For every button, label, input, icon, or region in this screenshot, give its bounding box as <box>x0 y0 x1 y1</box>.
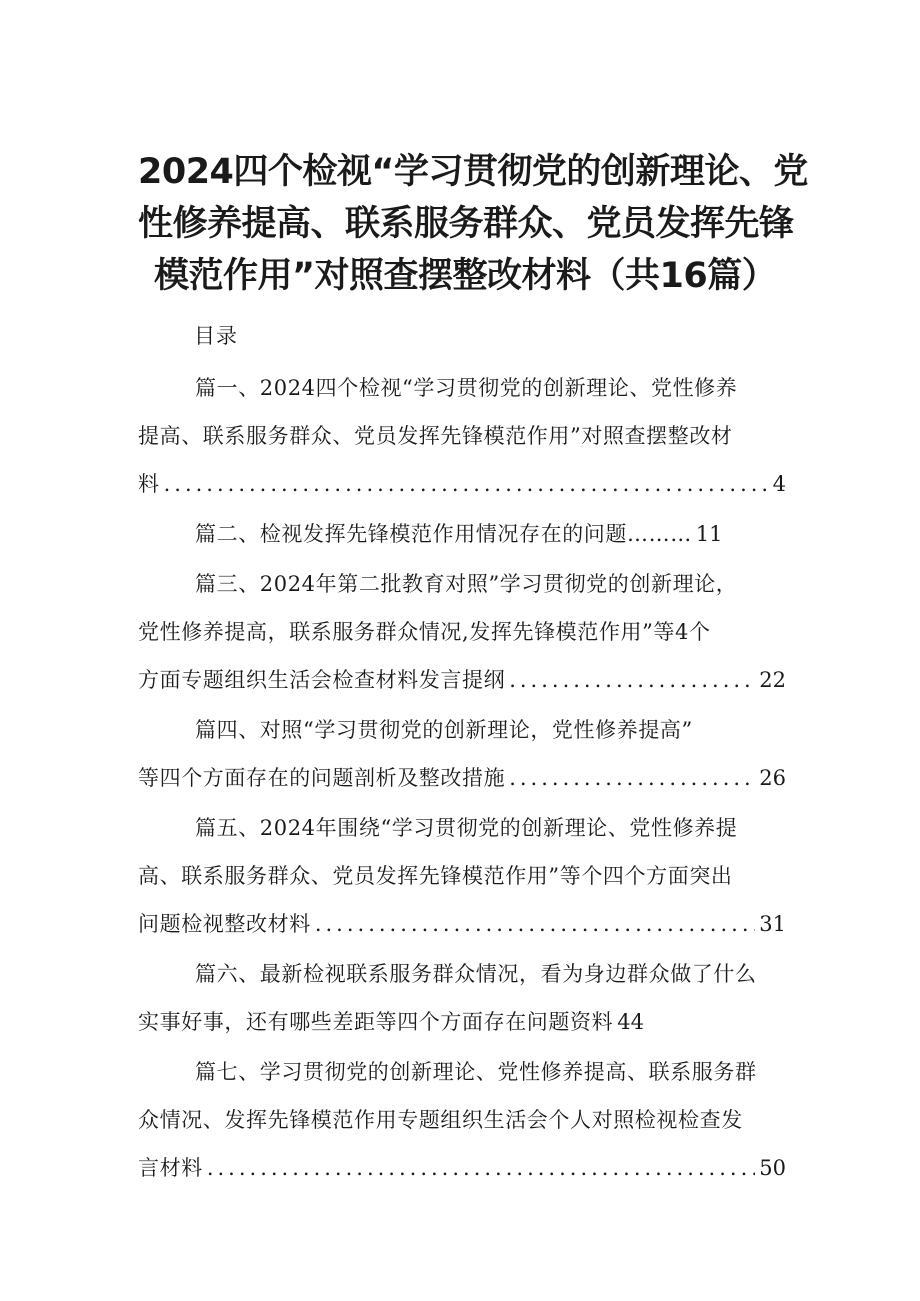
table-of-contents <box>138 364 786 1192</box>
toc-entry[interactable] <box>138 364 786 508</box>
toc-page-number: 4 <box>772 472 786 496</box>
toc-entry-text: 料 <box>138 472 160 496</box>
toc-page-number: 22 <box>759 668 786 692</box>
toc-page-number: 31 <box>759 912 786 936</box>
document-title <box>120 146 808 302</box>
toc-entry-text: 篇一、2024四个检视“学习贯彻党的创新理论、党性修养 <box>195 376 738 400</box>
toc-entry-text: 篇三、2024年第二批教育对照”学习贯彻党的创新理论， <box>195 572 738 596</box>
toc-entry[interactable] <box>138 706 786 802</box>
toc-entry-text: 篇四、对照“学习贯彻党的创新理论，党性修养提高” <box>195 718 693 742</box>
toc-page-number: 50 <box>759 1156 786 1180</box>
toc-entry-text: 问题检视整改材料 <box>138 912 311 936</box>
toc-entry-text: 篇五、2024年围绕“学习贯彻党的创新理论、党性修养提 <box>195 816 738 840</box>
toc-leader-dots <box>509 656 755 704</box>
toc-entry-text: 党性修养提高，联系服务群众情况,发挥先锋模范作用”等4个 <box>138 620 711 644</box>
toc-entry-text: 等四个方面存在的问题剖析及整改措施 <box>138 766 506 790</box>
toc-entry[interactable] <box>138 510 786 558</box>
toc-entry-text: 实事好事，还有哪些差距等四个方面存在问题资料 <box>138 1010 614 1034</box>
toc-entry[interactable] <box>138 804 786 948</box>
toc-page-number: 44 <box>617 1010 644 1034</box>
toc-entry[interactable] <box>138 1048 786 1192</box>
toc-entry[interactable] <box>138 560 786 704</box>
toc-entry-text: 言材料 <box>138 1156 203 1180</box>
toc-leader-dots <box>509 754 755 802</box>
toc-leader-dots <box>164 460 769 508</box>
title-line: 性修养提高、联系服务群众、党员发挥先锋 <box>138 204 794 244</box>
title-line: 2024四个检视“学习贯彻党的创新理论、党 <box>138 152 808 192</box>
title-line: 模范作用”对照查摆整改材料（共16篇） <box>154 256 777 296</box>
toc-entry-text: 众情况、发挥先锋模范作用专题组织生活会个人对照检视检查发 <box>138 1108 743 1132</box>
toc-leader-dots <box>315 900 755 948</box>
toc-leader-dots <box>207 1144 755 1192</box>
toc-heading: 目录 <box>194 324 238 348</box>
toc-entry-text: 篇六、最新检视联系服务群众情况，看为身边群众做了什么 <box>195 962 757 986</box>
toc-entry-text: 高、联系服务群众、党员发挥先锋模范作用”等个四个方面突出 <box>138 864 733 888</box>
toc-page-number: 11 <box>695 522 723 546</box>
toc-entry-text: 提高、联系服务群众、党员发挥先锋模范作用”对照查摆整改材 <box>138 424 733 448</box>
toc-entry[interactable] <box>138 950 786 1046</box>
toc-entry-text: 篇二、检视发挥先锋模范作用情况存在的问题……… <box>195 522 692 546</box>
toc-entry-text: 方面专题组织生活会检查材料发言提纲 <box>138 668 506 692</box>
toc-entry-text: 篇七、学习贯彻党的创新理论、党性修养提高、联系服务群 <box>195 1060 757 1084</box>
toc-page-number: 26 <box>759 766 786 790</box>
